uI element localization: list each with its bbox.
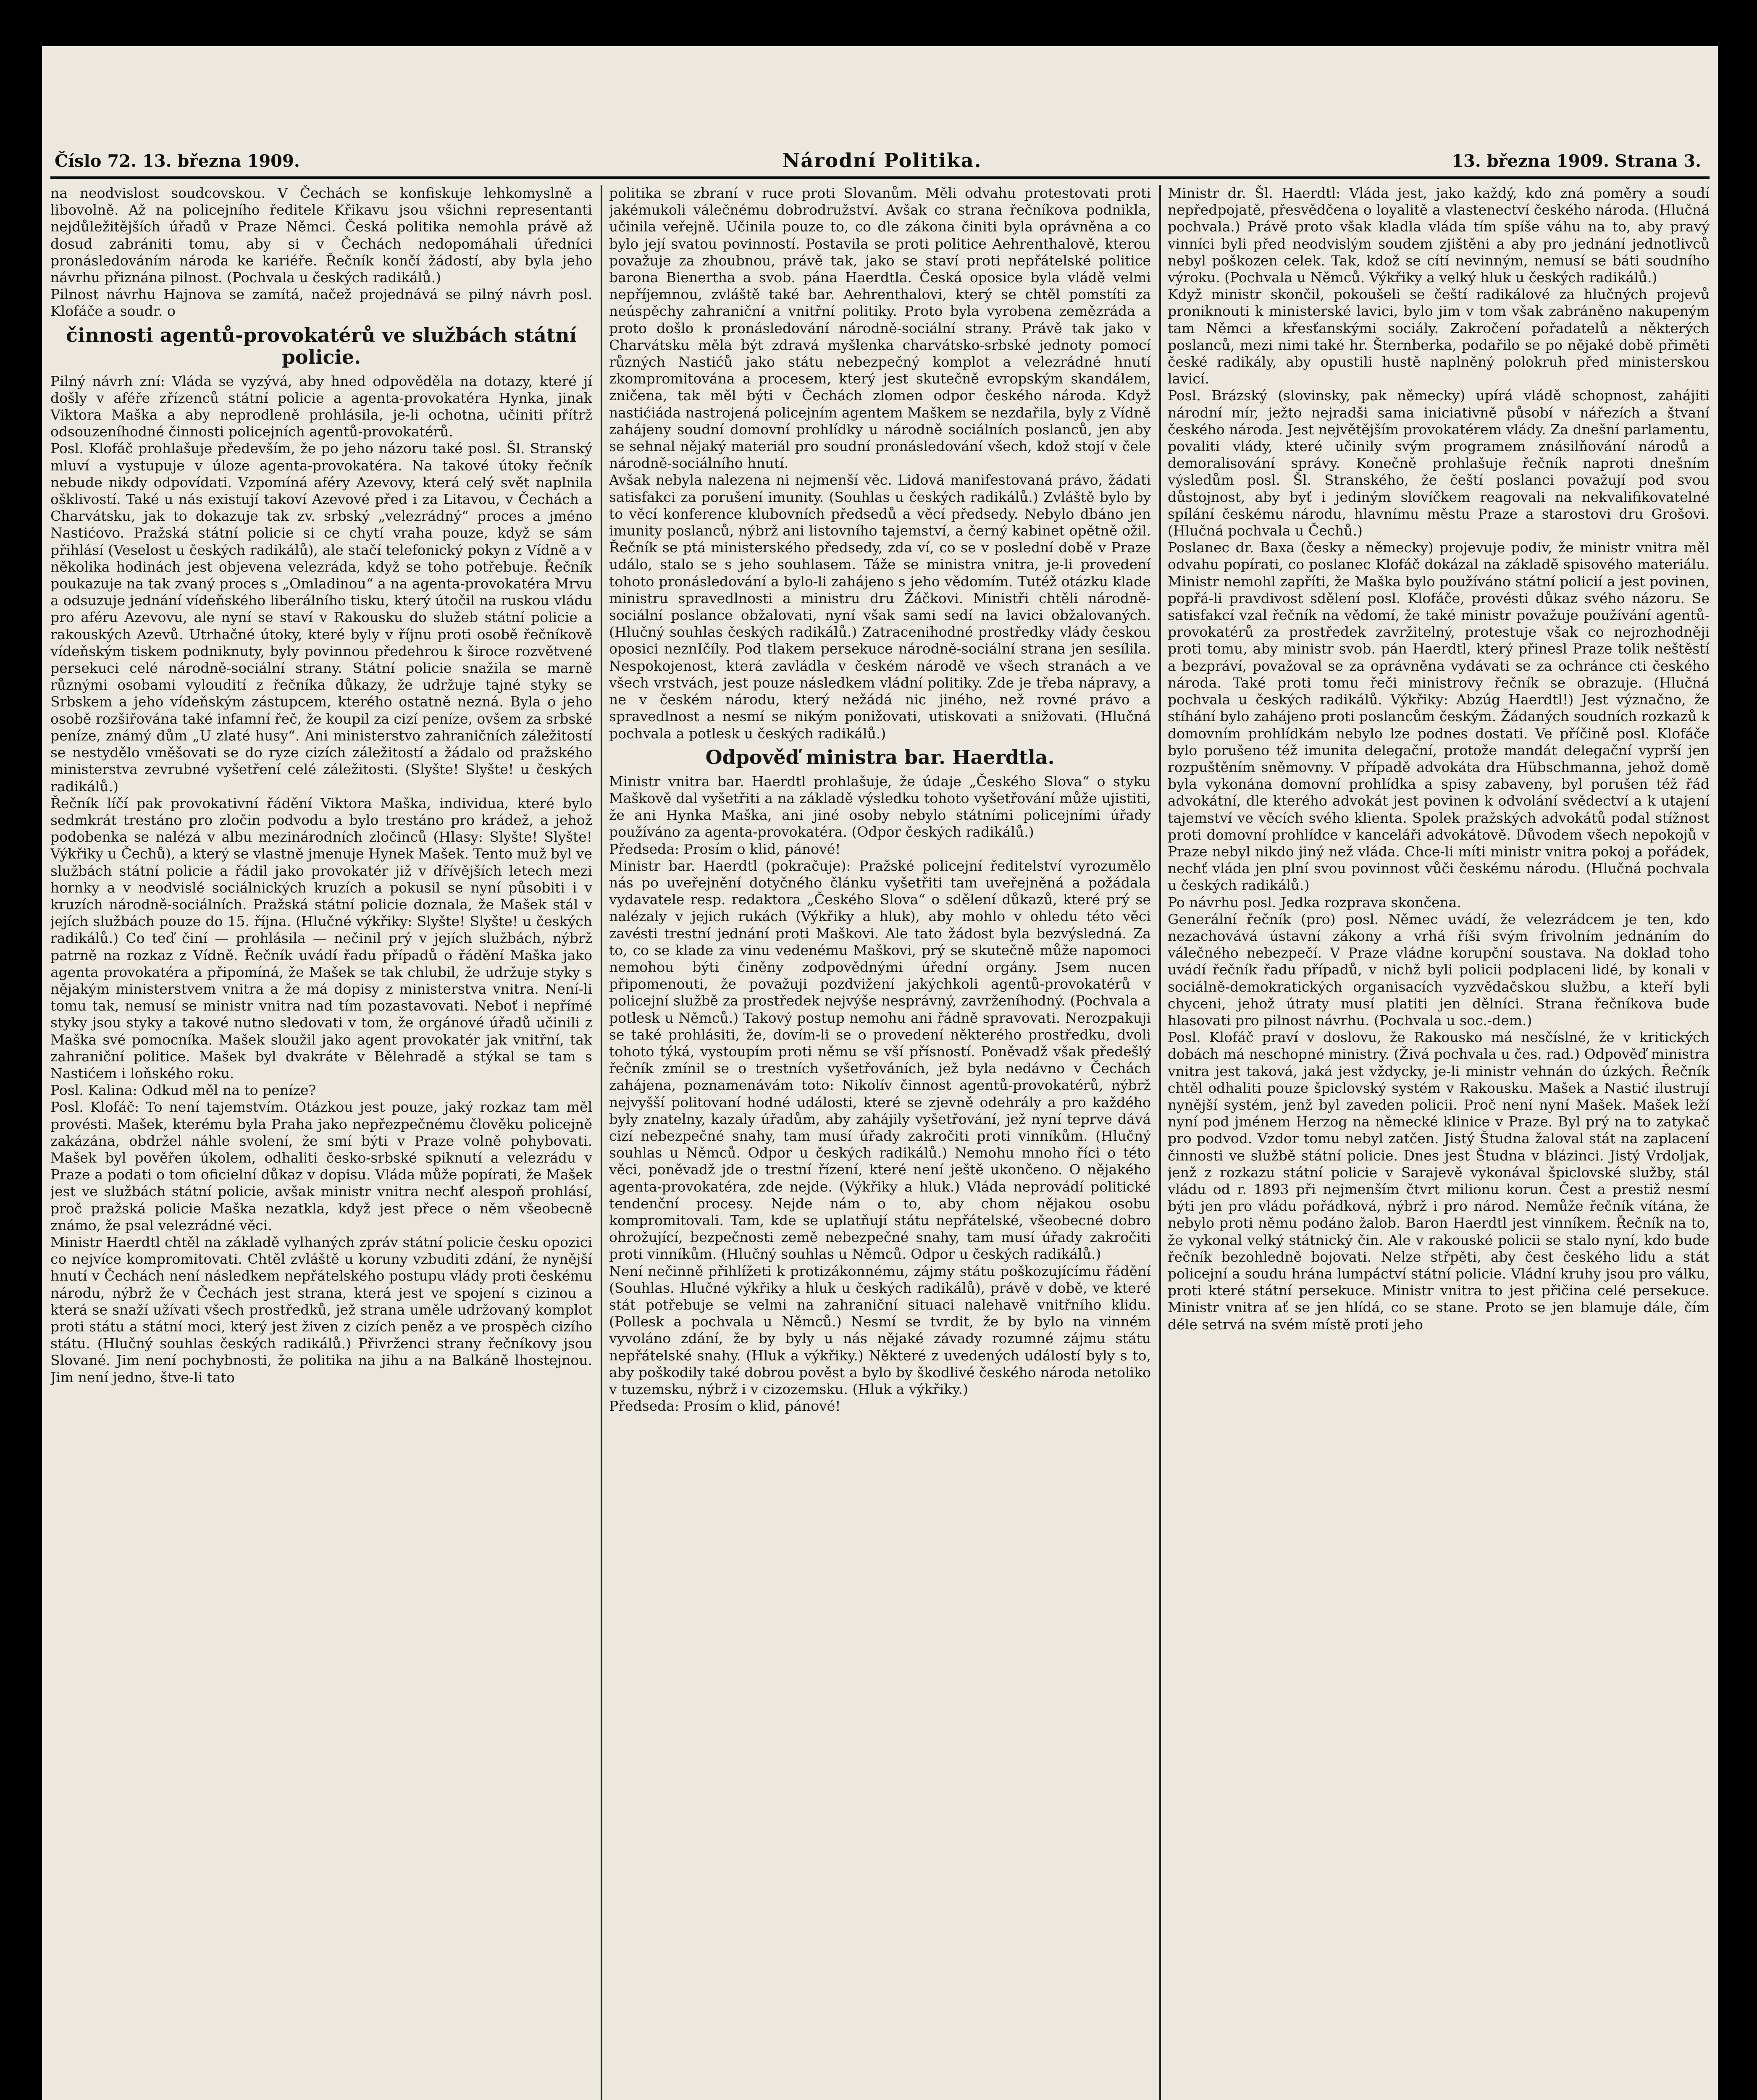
paragraph: Ministr bar. Haerdtl (pokračuje): Pražské policejní ředitelství vyrozumělo nás po uveřejnění dotyčného článku vyšetřiti tam uveřejněná a požádala vydavatele resp. redaktora „Českého Slova“ o sdělení důkazů, které prý se nalézaly v jejich rukách (Výkřiky a hluk), aby mohlo v ohledu této věci zavésti trestní jednání proti Maškovi. Ale tato žádost byla bezvýsledná. Za to, co se klade za vinu vedenému Maškovi, prý se skutečně může napomoci nemohou býti činěny zodpovědnými úřední orgány. Jsem nucen připomenouti, že považuji pozdvižení jakýchkoli agentů-provokatérů v policejní službě za prostředek nejvýše nesprávný, zavrženíhodný. (Pochvala a potlesk u Němců.) Takový postup nemohu ani řádně spravovati. Nerozpakuji se také prohlásiti, že, dovím-li se o provedení některého prostředku, dvoli tohoto týká, vystoupím proti němu se vší přísností. Poněvadž však předešlý řečník zmínil se o trestních vyšetřováních, jež byla nedávno v Čechách zahájena, poznamenávám toto: Nikolív činnost agentů-provokatérů, nýbrž nejvyšší politovaní hodné události, které se zjevně odehrály a pro každého byly znatelny, kazaly úřadům, aby zahájily vyšetřování, jež nyní teprve dává cizí nebezpečné snahy, tam musí úřady zakročiti proti vinníkům. (Hlučný souhlas u Němců. Odpor u českých radikálů.) Nemohu mnoho říci o této věci, poněvadž jde o trestní řízení, které není ještě ukončeno. O nějakého agenta-provokatéra, zde nejde. (Výkřiky a hluk.) Vláda neprovádí politické tendenční procesy. Nejde nám o to, aby chom nějakou osobu kompromitovali. Tam, kde se uplatňují státu nepřátelské, všeobecné dobro ohrožující, bezpečnosti země nebezpečné snahy, tam musí úřady zakročiti proti vinníkům. (Hlučný souhlas u Němců. Odpor u českých radikálů.): [609, 857, 1151, 1263]
page-number: 13. března 1909. Strana 3.: [1452, 151, 1701, 171]
masthead: Národní Politika.: [782, 149, 982, 172]
column-1: [50, 185, 592, 2100]
paragraph: Po návrhu posl. Jedka rozprava skončena.: [1168, 894, 1461, 911]
paragraph: Avšak nebyla nalezena ni nejmenší věc. Lidová manifestovaná právo, žádati satisfakci za porušení imunity. (Souhlas u českých radikálů.) Zvláště bylo by to věcí konference klubovních předsedů a věcí předsedy. Nebylo dbáno jen imunity poslanců, nýbrž ani listovního tajemství, a černý kabinet opětně ožil. Řečník se ptá ministerského předsedy, zda ví, co se v poslední době v Praze událo, stalo se s jeho souhlasem. Táže se ministra vnitra, je-li provedení tohoto pronásledování a bylo-li zahájeno s jeho vědomím. Tutéž otázku klade ministru spravedlnosti a ministru dru Žáčkovi. Ministři chtěli národně-sociální poslance obžalovati, nyní však sami sedí na lavici obžalovaných. (Hlučný souhlas českých radikálů.) Zatracenihodné prostředky vlády českou oposici neznIčíly. Pod tlakem persekuce národně-sociální strana jen sesílila. Nespokojenost, která zavládla v českém národě ve všech stranách a ve všech vrstvách, jest pouze následkem vládní politiky. Zde je třeba nápravy, a ne v českém národu, který nežádá nic jiného, než rovné právo a spravedlnost a nesmí se nikým ponižovati, utiskovati a snižovati. (Hlučná pochvala a potlesk u českých radikálů.): [609, 472, 1151, 742]
paragraph: Řečník líčí pak provokativní řádění Viktora Maška, individua, které bylo sedmkrát trestáno pro zločin podvodu a bylo trestáno pro krádež, a jehož podobenka se nalézá v albu mezinárodních zločinců (Hlasy: Slyšte! Slyšte! Výkřiky u Čechů), a který se vlastně jmenuje Hynek Mašek. Tento muž byl ve službách státní policie a řádil jako provokatér již v dřívějších letech mezi hornky a v neodvislé sociálnických kruzích a pokusil se nyní působiti i v kruzích národně-sociálních. Pražská státní policie doznala, že Mašek stál v jejích službách pouze do 15. října. (Hlučné výkřiky: Slyšte! Slyšte! u českých radikálů.) Co teď činí — prohlásila — nečinil prý v jejích službách, nýbrž patrně na rozkaz z Vídně. Řečník uvádí řadu případů o řádění Maška jako agenta provokatéra a připomíná, že Mašek se tak chlubil, že udržuje styky s nějakým ministerstvem vnitra a že má dopisy z ministerstva vnitra. Není-li tomu tak, nemusí se ministr vnitra nad tím pozastavovati. Neboť i nepřímé styky jsou styky a takové nutno sledovati v tom, že orgánové úřadů učinili z Maška své pomocníka. Mašek sloužil jako agent provokatér jak vnitřní, tak zahraniční politice. Mašek byl dvakráte v Bělehradě a stýkal se tam s Nastićem i loňského roku.: [50, 795, 592, 1082]
paragraph: Není nečinně přihlížeti k protizákonnému, zájmy státu poškozujícímu řádění (Souhlas. Hlučné výkřiky a hluk u českých radikálů), právě v době, ve které stát potřebuje se velmi na zahraniční situaci nalehavě vnitřního klidu. (Pollesk a pochvala u Němců.) Nesmí se tvrdit, že by bylo na vinném vyvoláno zdání, že by byly u nás nějaké závady rozumné zájmu státu nepřátelské snahy. (Hluk a výkřiky.) Některé z uvedených událostí byly s to, aby poškodily také dobrou pověst a bylo by škodlivé českého národa netoliko v tuzemsku, nýbrž i v cizozemsku. (Hluk a výkřiky.): [609, 1263, 1151, 1398]
column-divider: [1159, 185, 1161, 2100]
paragraph: Posl. Brázský (slovinsky, pak německy) upírá vládě schopnost, zahájiti národní mír, ježto nejradši sama iniciativně působí v nářezích a štvaní českého národa. Jest největějším provokatérem vlády. Za dnešní parlamentu, povaliti vlády, které učinily svým programem znásilňování národů a demoralisování správy. Konečně prohlašuje řečník naproti dnešním výsledům posl. Šl. Stranského, že čeští poslanci považují pod svou důstojnost, aby byť i jediným slovíčkem reagovali na nekvalifikovatelné spílání českému národu, hlavnímu městu Praze a starostovi dru Grošovi. (Hlučná pochvala u Čechů.): [1168, 387, 1710, 539]
column-divider: [601, 185, 602, 2100]
paragraph: Pilnost návrhu Hajnova se zamítá, načež projednává se pilný návrh posl. Klofáče a soudr. o: [50, 286, 592, 320]
paragraph: Ministr dr. Šl. Haerdtl: Vláda jest, jako každý, kdo zná poměry a soudí nepředpojatě, přesvědčena o loyalitě a vlastenectví českého národa. (Hlučná pochvala.) Právě proto však kladla vláda tím spíše váhu na to, aby pravý vinníci byli před neodvislým soudem zjištěni a aby pro jednání jednotlivců nebyl poškozen celek. Tak, kdož se cítí nevinným, nemusí se báti soudního výroku. (Pochvala u Němců. Výkřiky a velký hluk u českých radikálů.): [1168, 185, 1710, 286]
column-3: [1168, 185, 1710, 2100]
paragraph: Předseda: Prosím o klid, pánové!: [609, 1398, 841, 1415]
paragraph: Posl. Klofáč praví v doslovu, že Rakousko má nesčíslné, že v kritických dobách má neschopné ministry. (Živá pochvala u čes. rad.) Odpověď ministra vnitra jest taková, jaká jest vždycky, je-li ministr vehnán do úzkých. Řečník chtěl odhaliti pouze špiclovský systém v Rakousku. Mašek a Nastić ilustrují nynější systém, jenž byl zaveden policii. Proč není nyní Mašek. Mašek leží nyní pod jménem Herzog na německé klinice v Praze. Byl prý na to zatykač pro podvod. Vzdor tomu nebyl zatčen. Jistý Študna žaloval stát na zaplacení činnosti ve službě státní policie. Dnes jest Študna v blázinci. Jistý Vrdoljak, jenž z rozkazu státní policie v Sarajevě vykonával špiclovské služby, stál vládu od r. 1893 při nejmenším čtvrt milionu korun. Čest a prestiž nesmí býti jen pro vládu pořádková, nýbrž i pro národ. Nemůže řečník vítána, že nebylo proti němu podáno žalob. Baron Haerdtl jest vinníkem. Řečník na to, že vykonal velký státnický čin. Ale v rakouské policii se stalo nyní, kdo bude řečník bezohledně bojovati. Nelze střpěti, aby čest českého lidu a stát policejní a soudu hrána lumpáctví státní policie. Vládní kruhy jsou pro válku, proti které státní persekuce. Ministr vnitra to jest přičina celé persekuce. Ministr vnitra ať se jen hlídá, co se stane. Proto se jen blamuje dále, čím déle setrvá na svém místě proti jeho: [1168, 1029, 1710, 1333]
newspaper-page: [42, 46, 1718, 2100]
paragraph: Poslanec dr. Baxa (česky a německy) projevuje podiv, že ministr vnitra měl odvahu popírati, co poslanec Klofáč dokázal na základě spisového materiálu. Ministr nemohl zapříti, že Maška bylo používáno státní policií a jest povinen, popřá-li pravdivost sdělení posl. Klofáče, provésti důkaz svého názoru. Se satisfakcí vzal řečník na vědomí, že také ministr považuje používání agentů-provokatérů za prostředek zavržitelný, protestuje však co nejrozhodněji proti tomu, aby ministr svob. pán Haerdtl, který přinesl Praze tolik neštěstí a bezpráví, považoval se za oprávněna vydávati se za ochránce cti českého národa. Také proti tomu řeči ministrovy řečník se obrazuje. (Hlučná pochvala u českých radikálů. Výkřiky: Abzúg Haerdtl!) Jest význačno, že stíhání bylo zahájeno proti poslancům českým. Žádaných soudních rozkazů k domovním prohlídkám nebylo lze podnes dostati. Ve příčině posl. Klofáče bylo porušeno též imunita delegační, protože mandát delegační vyprší jen rozpuštěním sněmovny. V případě advokáta dra Hübschmanna, jehož domě byla vykonána domovní prohlídka a spisy zabaveny, byl porušen též řád advokátní, dle kterého advokát jest povinen k odvolání svědectví a k utajení tajemství ve věcích svého klienta. Spolek pražských advokátů podal stížnost proti domovní prohlídce v kanceláři advokátově. Důvodem všech nepokojů v Praze nebyl nikdo jiný než vláda. Chce-li míti ministr vnitra pokoj a pořádek, nechť vláda jen plní svou povinnost vůči českému národu. (Hlučná pochvala u českých radikálů.): [1168, 539, 1710, 894]
paragraph: Posl. Kalina: Odkud měl na to peníze?: [50, 1082, 316, 1099]
header-rule: [50, 176, 1710, 179]
paragraph: Posl. Klofáč prohlašuje především, že po jeho názoru také posl. Šl. Stranský mluví a vystupuje v úloze agenta-provokatéra. Na takové útoky řečník nebude nikdy odpovídati. Vzpomíná aféry Azevovy, která celý svět naplnila ošklivostí. Také u nás existují takoví Azevové před i za Litavou, v Čechách a Charvátsku, jak to dokazuje tak zv. srbský „velezrádný“ proces a jméno Nastićovo. Pražská státní policie si ce chytí vraha pouze, když se sám přihlásí (Veselost u českých radikálů), ale stačí telefonický pokyn z Vídně a v několika hodinách jest objevena velezráda, když se toho potřebuje. Řečník poukazuje na tak zvaný proces s „Omladinou“ a na agenta-provokatéra Mrvu a odsuzuje jednání vídeňského liberálního tisku, který útočil na ruskou vládu pro aféru Azevovu, ale nyní se staví v Rakousku do služeb státní policie a rakouských Azevů. Utrhačné útoky, které byly v říjnu proti osobě řečníkově vídeňským tiskem podniknuty, byly povinnou předehrou k široce rozvětvené persekuci celé národně-sociální strany. Státní policie snažila se marně různými osobami vyloudití z řečníka důkazy, že udržuje tajné styky se Srbskem a jeho vídeňským zástupcem, kterého ostatně nezná. Byla o jeho osobě rozšiřována také infamní řeč, že koupil za cizí peníze, ovšem za srbské peníze, známý dům „U zlaté husy“. Ani ministerstvo zahraničních záležitostí se nestydělo vměšovati se do ryze cizích záležitostí a žádalo od pražského ministerstva zevrubné vyšetření celé záležitosti. (Slyšte! Slyšte! u českých radikálů.): [50, 440, 592, 795]
paragraph: Pilný návrh zní: Vláda se vyzývá, aby hned odpověděla na dotazy, které jí došly v aféře zřízenců státní policie a agenta-provokatéra Hynka, jinak Viktora Maška a aby neprodleně prohlásila, je-li ochotna, učiniti přítrž odsouzeníhodné činnosti policejních agentů-provokatérů.: [50, 373, 592, 440]
article-columns: [50, 185, 1710, 2100]
page-header: [42, 46, 1718, 172]
issue-number: Číslo 72. 13. března 1909.: [55, 151, 300, 171]
section-headline: činnosti agentů-provokatérů ve službách státní policie.: [66, 323, 577, 368]
paragraph: Posl. Klofáč: To není tajemstvím. Otázkou jest pouze, jaký rozkaz tam měl provésti. Mašek, kterému byla Praha jako nepřezpečnému člověku policejně zakázána, obdržel náhle svolení, že smí býti v Praze volně pohybovati. Mašek byl pověřen úkolem, odhaliti česko-srbské spiknutí a velezrádu v Praze a podati o tom oficielní důkaz v dopisu. Vláda může popírati, že Mašek jest ve službách státní policie, avšak ministr vnitra nechť alespoň prohlásí, proč pražská policie Maška nezatkla, když jest přece o něm všeobecně známo, že psal velezrádné věci.: [50, 1099, 592, 1234]
paragraph: Generální řečník (pro) posl. Němec uvádí, že velezrádcem je ten, kdo nezachovává ústavní zákony a vrhá říši svým frivolním jednáním do válečného nebezpečí. V Praze vládne korupční soustava. Na doklad toho uvádí řečník řadu případů, v nichž byli policii podplaceni lidé, by konali v sociálně-demokratických organisacích vyzvědačskou službu, a kteří byli chyceni, jehož útraty musí platiti jen dělníci. Strana řečníkova bude hlasovati pro pilnost návrhu. (Pochvala u soc.-dem.): [1168, 911, 1710, 1029]
paragraph: na neodvislost soudcovskou. V Čechách se konfiskuje lehkomyslně a libovolně. Až na policejního ředitele Křikavu jsou všichni representanti nejdůležitějších úřadů v Praze Němci. Česká politika nemohla právě až dosud zabrániti tomu, aby si v Čechách nedopomáhali úředníci pronásledováním národa ke kariéře. Řečník končí žádostí, aby byla jeho návrhu přiznána pilnost. (Pochvala u českých radikálů.): [50, 185, 592, 286]
paragraph: Když ministr skončil, pokoušeli se čeští radikálové za hlučných projevů proniknouti k ministerské lavici, bylo jim v tom však zabráněno nakupeným tam Němci a křesťanskými sociály. Zakročení pořadatelů a některých poslanců, mezi nimi také hr. Šternberka, podařilo se po nějaké době přiměti české radikály, aby opustili hustě naplněný polokruh před ministerskou lavicí.: [1168, 286, 1710, 387]
paragraph: Ministr vnitra bar. Haerdtl prohlašuje, že údaje „Českého Slova“ o styku Maškově dal vyšetřiti a na základě výsledku tohoto vyšetřování může ujistiti, že ani Hynka Maška, ani jiné osoby nebylo státními policejními úřady používáno za agenta-provokatéra. (Odpor českých radikálů.): [609, 773, 1151, 840]
column-2: [609, 185, 1151, 2100]
paragraph: politika se zbraní v ruce proti Slovanům. Měli odvahu protestovati proti jakémukoli válečnému dobrodružství. Avšak co strana řečníkova podnikla, učinila veřejně. Učinila pouze to, co dle zákona činiti byla oprávněna a co bylo její svatou povinností. Postavila se proti politice Aehrenthalově, kterou považuje za zhoubnou, právě tak, jako se staví proti nepřátelské politice barona Bienertha a svob. pána Haerdtla. Česká oposice byla vládě velmi nepříjemnou, zvláště také bar. Aehrenthalovi, který se chtěl pomstíti za neúspěchy zahraniční a vnitřní politiky. Proto byla vyrobena zemězráda a proto došlo k pronásledování národně-sociální strany. Právě tak jako v Charvátsku měla být zdravá myšlenka charvátsko-srbské jednoty pomocí různých Nastićů jako státu nebezpečný komplot a velezrádné hnutí zkompromitována a procesem, který jest skutečně evropským skandálem, zničena, tak měl býti v Čechách zlomen odpor českého národa. Když nastićiáda nastrojená policejním agentem Maškem se nezdařila, byly z Vídně zahájeny soudní domovní prohlídky u národně sociálních poslanců, jen aby se sehnal nějaký materiál pro soudní pronásledování všech, kdož stojí v čele národně-sociálního hnutí.: [609, 185, 1151, 472]
section-headline: Odpověď ministra bar. Haerdtla.: [705, 746, 1055, 769]
paragraph: Předseda: Prosím o klid, pánové!: [609, 840, 841, 857]
paragraph: Ministr Haerdtl chtěl na základě vylhaných zpráv státní policie česku opozici co nejvíce kompromitovati. Chtěl zvláště u koruny vzbuditi zdání, že nynější hnutí v Čechách není následkem nepřátelského postupu vlády proti českému národu, nýbrž že v Čechách jest strana, která jest ve spojení s cizinou a která se snaží užívati všech prostředků, jež strana uměle udržovaný komplot proti státu a státní moci, který jest živen z cizích peněz a ve prospěch cizího státu. (Hlučný souhlas českých radikálů.) Přivrženci strany řečníkovy jsou Slované. Jim není pochybnosti, že politika na jihu a na Balkáně lhostejnou. Jim není jedno, štve-li tato: [50, 1234, 592, 1386]
